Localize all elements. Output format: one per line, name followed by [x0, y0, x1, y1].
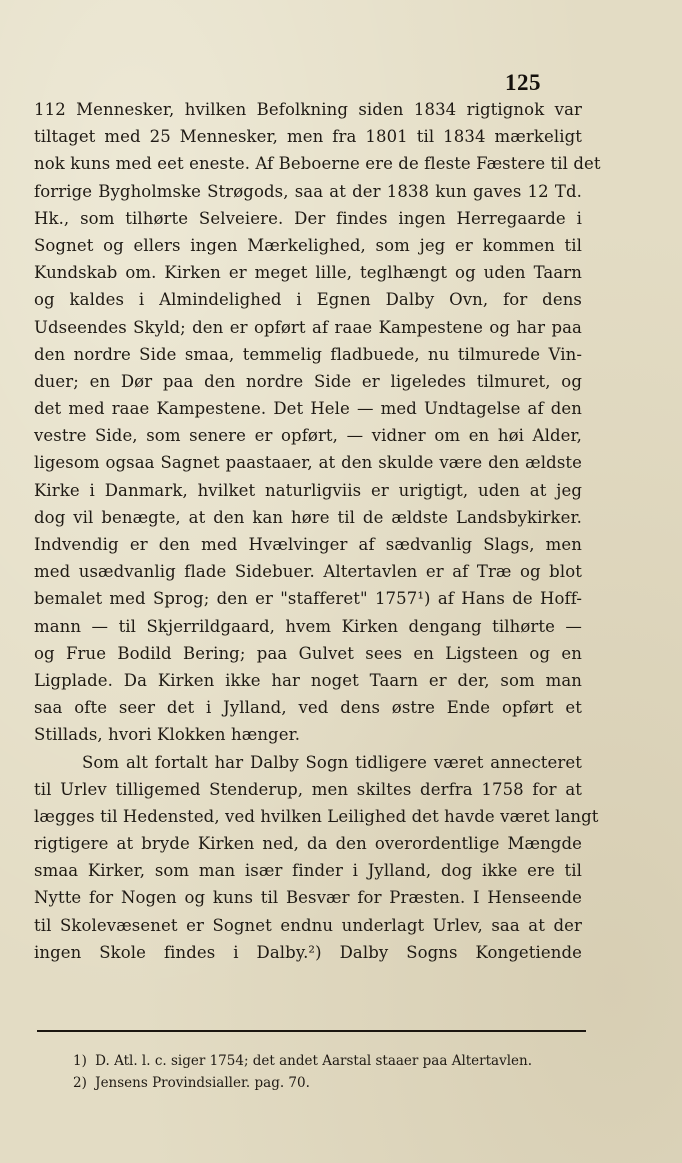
- text-line: den nordre Side smaa, temmelig fladbuede, nu tilmurede Vin-: [34, 344, 582, 364]
- text-line: og Frue Bodild Bering; paa Gulvet sees en Ligsteen og en: [34, 643, 582, 663]
- text-line: Stillads, hvori Klokken hænger.: [34, 725, 301, 745]
- text-line: dog vil benægte, at den kan høre til de ældste Landsbykirker.: [34, 507, 582, 527]
- text-line: Kundskab om. Kirken er meget lille, teglhængt og uden Taarn: [34, 263, 582, 283]
- text-line: rigtigere at bryde Kirken ned, da den overordentlige Mængde: [34, 834, 582, 854]
- text-line: Udseendes Skyld; den er opført af raae Kampestene og har paa: [34, 317, 582, 337]
- footnote-text: Jensens Provindsialler. pag. 70.: [95, 1075, 310, 1091]
- text-line: vestre Side, som senere er opført, — vidner om en høi Alder,: [34, 426, 582, 446]
- text-line: ligesom ogsaa Sagnet paastaaer, at den skulde være den ældste: [34, 453, 582, 473]
- body-text: [34, 96, 601, 966]
- text-line: ingen Skole findes i Dalby.²) Dalby Sogns Kongetiende: [34, 942, 582, 962]
- footnote-mark: 2): [73, 1075, 87, 1091]
- text-line: nok kuns med eet eneste. Af Beboerne ere de fleste Fæstere til det: [34, 154, 601, 174]
- text-line: Indvendig er den med Hvælvinger af sædvanlig Slags, men: [34, 535, 582, 554]
- footnotes: [73, 1050, 593, 1094]
- text-line: Kirke i Danmark, hvilket naturligviis er urigtigt, uden at jeg: [34, 480, 582, 500]
- text-line: med usædvanlig flade Sidebuer. Altertavlen er af Træ og blot: [34, 562, 582, 582]
- text-line: saa ofte seer det i Jylland, ved dens østre Ende opført et: [34, 698, 582, 718]
- text-line: smaa Kirker, som man især finder i Jylland, dog ikke ere til: [34, 861, 582, 881]
- footnote-text: D. Atl. l. c. siger 1754; det andet Aarstal staaer paa Altertavlen.: [95, 1053, 533, 1069]
- text-line: duer; en Dør paa den nordre Side er ligeledes tilmuret, og: [34, 371, 582, 391]
- text-line: Hk., som tilhørte Selveiere. Der findes ingen Herregaarde i: [34, 208, 582, 228]
- text-line: til Skolevæsenet er Sognet endnu underlagt Urlev, saa at der: [34, 915, 582, 935]
- footnote-divider: [37, 1030, 586, 1032]
- text-line-paragraph-start: Som alt fortalt har Dalby Sogn tidligere været annecteret: [82, 752, 582, 772]
- footnote-1: [73, 1050, 593, 1072]
- text-line: 112 Mennesker, hvilken Befolkning siden 1834 rigtignok var: [34, 100, 582, 119]
- footnote-mark: 1): [73, 1053, 87, 1069]
- text-line: mann — til Skjerrildgaard, hvem Kirken dengang tilhørte —: [34, 616, 582, 636]
- text-line: og kaldes i Almindelighed i Egnen Dalby Ovn, for dens: [34, 290, 582, 310]
- text-line: bemalet med Sprog; den er "stafferet" 1757¹) af Hans de Hoff-: [34, 589, 582, 609]
- text-line: til Urlev tilligemed Stenderup, men skiltes derfra 1758 for at: [34, 779, 582, 799]
- text-line: Sognet og ellers ingen Mærkelighed, som jeg er kommen til: [34, 235, 582, 255]
- footnote-2: [73, 1072, 593, 1094]
- text-line: forrige Bygholmske Strøgods, saa at der 1838 kun gaves 12 Td.: [34, 181, 582, 201]
- text-line: det med raae Kampestene. Det Hele — med Undtagelse af den: [34, 399, 582, 419]
- text-line: lægges til Hedensted, ved hvilken Leilighed det havde været langt: [34, 806, 599, 826]
- text-line: Nytte for Nogen og kuns til Besvær for Præsten. I Henseende: [34, 888, 582, 908]
- text-line: Ligplade. Da Kirken ikke har noget Taarn er der, som man: [34, 670, 582, 690]
- page-number: 125: [505, 70, 541, 95]
- text-line: tiltaget med 25 Mennesker, men fra 1801 til 1834 mærkeligt: [34, 127, 582, 147]
